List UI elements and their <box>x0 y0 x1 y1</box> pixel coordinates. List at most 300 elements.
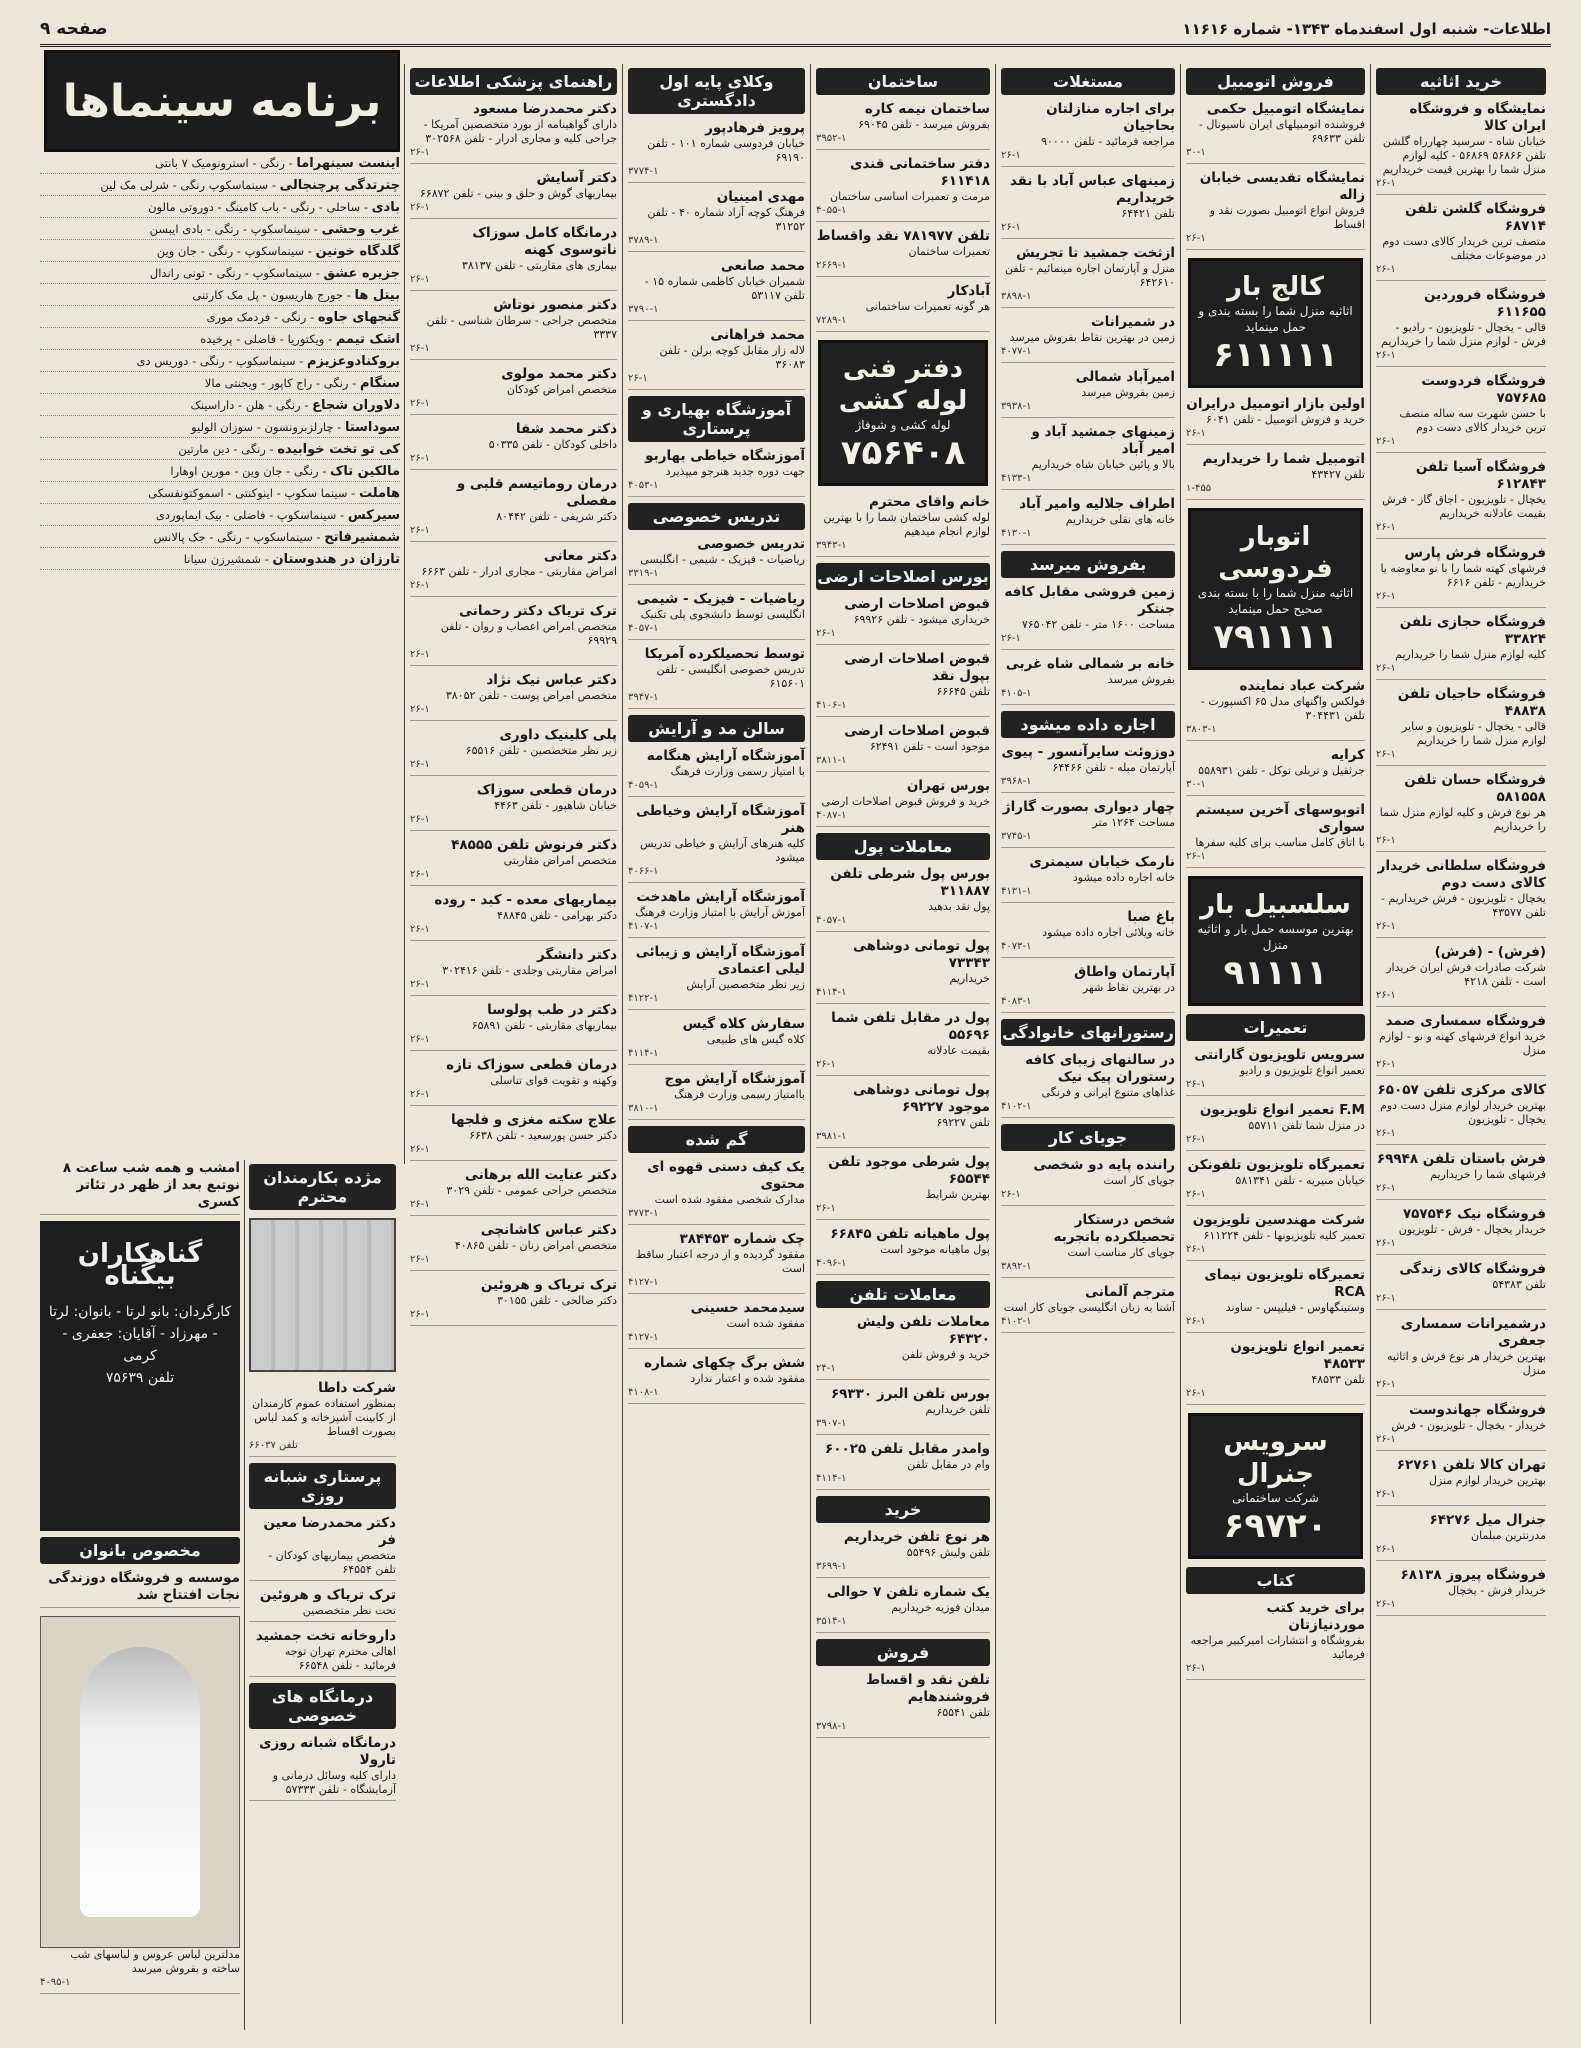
film-title: مالکین تاک <box>330 464 400 479</box>
ad-heading: هر نوع تلفن خریداریم <box>843 1529 990 1545</box>
ad-text: مساحت ۱۲۶۴ متر <box>1092 816 1175 829</box>
section-header: آموزشگاه بهیاری و پرستاری <box>628 396 805 442</box>
ad-reference: ۲۶-۱ <box>1186 851 1206 862</box>
bride-figure <box>80 1647 200 1917</box>
classified-ad <box>1376 101 1546 195</box>
ad-text: جویای کار است <box>1103 1174 1175 1187</box>
classified-ad <box>628 189 805 252</box>
ad-text: میدان فوزیه خریداریم <box>891 1601 990 1614</box>
ad-text: زیر نظر متخصصین - تلفن ۶۵۵۱۶ <box>465 744 617 757</box>
ad-heading: فروشگاه حسان تلفن ۵۸۱۵۵۸ <box>1404 772 1546 805</box>
column-header: راهنمای پزشکی اطلاعات <box>410 68 617 95</box>
ad-text: یخچال - تلویزیون - اجاق گاز - فرش بقیمت عادلانه خریداریم <box>1382 493 1546 520</box>
ad-text: تلفن ۶۵۵۴۱ <box>936 1706 990 1719</box>
ad-reference: ۲۶-۱ <box>1376 990 1396 1001</box>
ad-text: منزل و آپارتمان اجاره مینمائیم - تلفن ۶۴۲۶۱۰ <box>1004 262 1175 289</box>
classified-ad <box>410 1222 617 1271</box>
ad-reference: ۲۶-۱ <box>1001 222 1021 233</box>
boxed-ad-big: اتوبار فردوسی <box>1218 522 1333 584</box>
ad-heading: زمین فروشی مقابل کافه جنتکر <box>1004 584 1175 617</box>
ad-reference: ۳۰-۱ <box>1186 147 1206 158</box>
ad-heading: محمد فراهانی <box>710 327 805 343</box>
film-title: تارزان در هندوستان <box>272 552 400 567</box>
classified-ad <box>628 1016 805 1065</box>
ad-reference: ۲۶-۱ <box>410 979 430 990</box>
ad-text: متخصص جراحی عمومی - تلفن ۳۰۲۹ <box>446 1184 617 1197</box>
ad-heading: پول شرطی موجود تلفن ۶۵۵۴۴ <box>828 1154 990 1187</box>
ad-reference: ۲۶-۱ <box>1376 1544 1396 1555</box>
classified-ad <box>1001 1284 1175 1333</box>
ad-reference: ۲۴-۱ <box>816 1363 836 1374</box>
ad-reference: ۴۱۳۳-۱ <box>1001 473 1032 484</box>
classified-ad <box>628 748 805 797</box>
classified-ad <box>1186 451 1365 500</box>
ad-text: خریدار فرش - یخچال <box>1448 1584 1546 1597</box>
cinema-entry <box>40 420 400 438</box>
separator: - <box>336 508 348 522</box>
ad-heading: امیرآباد شمالی <box>1075 369 1175 385</box>
separator: - <box>312 266 324 280</box>
classified-ad <box>410 101 617 164</box>
film-details: جورج هاریسون - پل مک کارتنی <box>192 288 343 302</box>
ad-text: بفروش میرسد <box>1107 673 1175 686</box>
column-header: فروش اتومبیل <box>1186 68 1365 95</box>
classified-ad <box>1376 545 1546 608</box>
ad-reference: ۲۶-۱ <box>1376 749 1396 760</box>
ad-heading: ریاضیات - فیزیک - شیمی <box>636 591 805 607</box>
film-details: رنگی - راج کاپور - ویجنتی مالا <box>204 376 349 390</box>
ad-heading: دفتر ساختمانی قندی ۶۱۱۴۱۸ <box>849 156 990 189</box>
classified-ad <box>1376 614 1546 680</box>
classified-ad <box>1001 1052 1175 1118</box>
ad-heading: فروشگاه جهاندوست <box>1408 1402 1546 1418</box>
ad-text: آشنا به زبان انگلیسی جویای کار است <box>1003 1301 1175 1314</box>
section-header: تعمیرات <box>1186 1014 1365 1041</box>
ad-reference: ۲۶-۱ <box>1186 1316 1206 1327</box>
film-title: سنگام <box>359 376 400 391</box>
ad-heading: پول تومانی دوشاهی موجود ۶۹۲۲۷ <box>852 1082 990 1115</box>
separator: - <box>261 552 273 566</box>
ad-heading: تعمیرگاه تلویزیون تلفونکن <box>1187 1157 1365 1173</box>
theater-notice: امشب و همه شب ساعت ۸ نوتبع بعد از ظهر در تئاتر کسری <box>40 1160 240 1215</box>
column-6 <box>404 64 622 1320</box>
ad-text: خرید انواع فرشهای کهنه و نو - لوازم منزل <box>1379 1030 1546 1057</box>
ad-heading: F.M تعمیر انواع تلویزیون <box>1199 1102 1365 1118</box>
ad-reference: ۲۶-۱ <box>410 759 430 770</box>
film-title: جزیره عشق <box>323 266 400 281</box>
section-header: جویای کار <box>1001 1124 1175 1151</box>
film-details: سینما سکوپ - اینوکنتی - اسموکتونفسکی <box>148 486 348 500</box>
classified-ad <box>1186 1339 1365 1405</box>
classified-ad <box>1186 802 1365 868</box>
ad-reference: ۲۶-۱ <box>410 704 430 715</box>
ad-heading: سرویس تلویزیون گارانتی <box>1194 1047 1365 1063</box>
ad-heading: چک شماره ۳۸۴۴۵۳ <box>679 1231 805 1247</box>
classified-ad <box>1186 396 1365 445</box>
kitchen-cabinet-illustration <box>249 1218 396 1372</box>
ad-text: خانه های نقلی خریداریم <box>1065 513 1175 526</box>
column-1 <box>1370 64 1551 2024</box>
classified-ad <box>1376 944 1546 1007</box>
ad-heading: مترجم آلمانی <box>1085 1284 1175 1300</box>
classified-ad <box>628 803 805 883</box>
ad-text: پول نقد بدهید <box>928 900 990 913</box>
classified-ad <box>410 225 617 291</box>
ad-heading: دکتر عنایت الله برهانی <box>465 1167 617 1183</box>
ad-heading: دوزوئت سایرآنسور - پیوی <box>1001 744 1175 760</box>
classified-ad <box>1001 314 1175 363</box>
separator: - <box>318 464 331 478</box>
film-title: بادی <box>371 200 400 215</box>
classified-ad <box>628 536 805 585</box>
ad-reference: ۲۶-۱ <box>410 580 430 591</box>
classified-ad <box>1001 101 1175 167</box>
ad-heading: فروشگاه آسیا تلفن ۶۱۲۸۴۳ <box>1415 459 1546 492</box>
classified-ad <box>628 646 805 709</box>
ad-reference: ۳۸۹۸-۱ <box>1001 291 1032 302</box>
ad-heading: فروشگاه سمساری صمد <box>1385 1013 1546 1029</box>
ad-text: تعمیر انواع تلویزیون و رادیو <box>1239 1064 1365 1077</box>
ad-text: فروش انواع اتومبیل بصورت نقد و اقساط <box>1209 204 1365 231</box>
separator: - <box>348 376 360 390</box>
classified-ad <box>1001 369 1175 418</box>
film-details: رنگی - دین مارتین <box>178 442 266 456</box>
ad-heading: برای خرید کتب موردنیازتان <box>1266 1600 1365 1633</box>
ad-heading: شرکت مهندسین تلویزیون <box>1192 1212 1365 1228</box>
classified-ad <box>1186 1102 1365 1151</box>
ad-text: زمین در بهترین نقاط بفروش میرسد <box>1009 331 1175 344</box>
cinema-entry <box>40 398 400 416</box>
ad-text: خرید و فروش تلفن <box>901 1348 990 1361</box>
ad-reference: ۴۱۰۲-۱ <box>1001 1101 1032 1112</box>
classified-ad <box>816 494 990 557</box>
ad-reference: ۲۶-۱ <box>1001 1189 1021 1200</box>
classified-ad <box>816 866 990 932</box>
ad-reference: ۲۶-۱ <box>410 147 430 158</box>
classified-ad <box>1376 1316 1546 1396</box>
classified-ad <box>816 228 990 277</box>
classified-ad <box>816 283 990 332</box>
classified-ad <box>1186 1267 1365 1333</box>
separator: - <box>304 244 316 258</box>
ad-heading: قبوض اصلاحات ارضی <box>844 723 990 739</box>
ad-text: جهت دوره جدید هنرجو میپذیرد <box>665 465 805 478</box>
ad-reference: ۳۷۸۹-۱ <box>628 235 659 246</box>
classified-ad <box>816 1529 990 1578</box>
ad-heading: آبادکار <box>947 283 990 299</box>
ad-heading: یک کیف دستی قهوه ای محتوی <box>647 1159 805 1192</box>
classified-ad <box>410 548 617 597</box>
ad-heading: بورس پول شرطی تلفن ۳۱۱۸۸۷ <box>830 866 990 899</box>
ad-text: با اتاق کامل مناسب برای کلیه سفرها <box>1195 836 1365 849</box>
classified-ad <box>628 448 805 497</box>
cinema-entry <box>40 486 400 504</box>
separator: - <box>295 354 307 368</box>
cinema-entry <box>40 552 400 570</box>
classified-ad <box>816 596 990 645</box>
ad-heading: دکتر منصور نوتاش <box>493 297 617 313</box>
ad-heading: (فرش) - (فرش) <box>1434 944 1546 960</box>
ad-heading: محمد صانعی <box>720 258 805 274</box>
classified-ad <box>410 1057 617 1106</box>
ad-heading: باغ صبا <box>1127 909 1175 925</box>
ad-text: خیابان شاهپور - تلفن ۴۴۶۳ <box>494 799 617 812</box>
ad-reference: ۴۰۵۹-۱ <box>628 780 659 791</box>
classified-ad <box>816 723 990 772</box>
cinema-entry <box>40 530 400 548</box>
dress-ad: مدلترین لباس عروس و لباسهای شب ساخته و بفروش میرسد ۴۰۹۵-۱ <box>40 1948 240 1994</box>
separator: - <box>333 420 345 434</box>
ad-reference: ۳۸۱۰-۱ <box>628 1103 659 1114</box>
classified-ad <box>1001 424 1175 490</box>
boxed-ad <box>1188 258 1363 388</box>
ad-text: وستینگهاوس - فیلیپس - ساوند <box>1225 1301 1365 1314</box>
ad-reference: ۳۵۱۴-۱ <box>816 1616 847 1627</box>
ad-text: در بهترین نقاط شهر <box>1082 981 1175 994</box>
ad-reference: ۴۱۱۴-۱ <box>816 987 847 998</box>
ad-text: مفقود گردیده و از درجه اعتبار ساقط است <box>635 1248 805 1275</box>
classified-ad <box>1001 245 1175 308</box>
film-title: چترتدگی پرچنجالی <box>279 178 400 193</box>
ad-reference: ۲۶-۱ <box>1186 1663 1206 1674</box>
ad-text: کلیه لوازم منزل شما را خریداریم <box>1395 648 1546 661</box>
film-title: بیتل ها <box>354 288 400 303</box>
classified-ad <box>1376 287 1546 367</box>
ad-text: ریاضیات - فیزیک - شیمی - انگلیسی <box>640 553 805 566</box>
ad-heading: دکتر آسایش <box>536 170 617 186</box>
film-title: سوداستا <box>344 420 400 435</box>
ad-text: خانه ویلائی اجاره داده میشود <box>1042 926 1175 939</box>
ad-text: مدرنترین مبلمان <box>1470 1529 1546 1542</box>
cinema-entry <box>40 288 400 306</box>
ad-text: بهترین خریدار لوازم منزل دست دوم یخچال - تلویزیون <box>1380 1099 1546 1126</box>
ad-reference: ۲۶-۱ <box>410 1309 430 1320</box>
ad-text: داخلی کودکان - تلفن ۵۰۳۳۵ <box>488 438 617 451</box>
ad-reference: ۲۶-۱ <box>410 869 430 880</box>
ad-reference: ۲۶-۱ <box>410 202 430 213</box>
ad-reference: ۲۶-۱ <box>1376 663 1396 674</box>
ad-text: تلفن ۶۶۶۴۵ <box>936 685 990 698</box>
ad-heading: فروشگاه حجازی تلفن ۳۳۸۲۴ <box>1399 614 1546 647</box>
column-5 <box>622 64 810 2024</box>
ad-heading: پلی کلینیک داوری <box>499 727 617 743</box>
classified-ad <box>410 366 617 415</box>
ad-heading: تعمیرگاه تلویزیون نیمای RCA <box>1204 1267 1365 1300</box>
classified-ad <box>1376 1082 1546 1145</box>
ad-reference: ۲۶-۱ <box>410 1089 430 1100</box>
section-header: فروش <box>816 1639 990 1666</box>
boxed-ad-phone: ۷۹۱۱۱۱ <box>1213 617 1338 657</box>
ad-reference: ۲۶-۱ <box>1186 1244 1206 1255</box>
ad-text: بقیمت عادلانه <box>927 1044 990 1057</box>
ad-text: خیابان شاه - سرسید چهارراه گلشن تلفن ۵۶۸۶۶ ۵۶۸۶۹ - کلیه لوازم منزل شما را بهترین قیمت خریداریم <box>1382 135 1546 176</box>
ad-text: هر نوع فرش و کلیه لوازم منزل شما را خریداریم <box>1379 806 1546 833</box>
column-3 <box>995 64 1180 2024</box>
column-4 <box>810 64 995 2024</box>
separator: - <box>360 200 372 214</box>
classified-ad <box>1001 1157 1175 1206</box>
classified-ad <box>1001 584 1175 650</box>
ad-text: با حسن شهرت سه ساله منصف ترین خریدار کالای دست دوم <box>1399 407 1546 434</box>
film-title: اینست سینهراما <box>296 156 400 171</box>
ad-reference: ۴۱۱۴-۱ <box>816 1473 847 1484</box>
boxed-ad <box>1188 508 1363 670</box>
nursing-header: پرستاری شبانه روزی <box>249 1463 396 1509</box>
ad-reference: ۲۶-۱ <box>410 398 430 409</box>
boxed-ad-big: سرویس جنرال <box>1223 1427 1328 1489</box>
ad-text: فرهنگ کوچه آزاد شماره ۴۰ - تلفن ۳۱۲۵۲ <box>647 206 805 233</box>
classified-ad <box>816 1082 990 1148</box>
ad-text: آموزش آرایش با امتیاز وزارت فرهنگ <box>635 906 805 919</box>
ad-reference: ۲۶-۱ <box>1376 178 1396 189</box>
classified-ad <box>410 727 617 776</box>
ad-reference: ۲۶-۱ <box>1376 1293 1396 1304</box>
film-details: شمشیرزن سیانا <box>183 552 262 566</box>
ad-heading: شرکت عباد نماینده <box>1239 678 1365 694</box>
ad-text: خیابان فردوسی شماره ۱۰۱ - تلفن ۶۹۱۹۰ <box>647 137 805 164</box>
ad-reference: ۲۶-۱ <box>1376 1489 1396 1500</box>
classified-ad <box>628 944 805 1010</box>
ad-reference: ۳۹۳۸-۱ <box>1001 401 1032 412</box>
classified-ad <box>410 603 617 666</box>
ad-text: مدارک شخصی مفقود شده است <box>654 1193 805 1206</box>
classified-ad <box>816 1010 990 1076</box>
classified-ad <box>410 297 617 360</box>
ad-text: متخصص امراض پوست - تلفن ۳۸۰۵۲ <box>445 689 617 702</box>
classified-ad <box>1376 1206 1546 1255</box>
ad-heading: فروشگاه کالای زندگی <box>1399 1261 1546 1277</box>
column-header: مستغلات <box>1001 68 1175 95</box>
ad-reference: ۲۶-۱ <box>1376 1238 1396 1249</box>
classified-ad <box>1186 747 1365 796</box>
paper-info: اطلاعات- شنبه اول اسفندماه ۱۳۴۳- شماره ۱۱۶۱۶ <box>1182 20 1551 38</box>
ad-text: بیماریهای مقاربتی - تلفن ۶۵۸۹۱ <box>471 1019 617 1032</box>
ad-reference: ۲۶-۱ <box>410 453 430 464</box>
good-news-header: مژده بکارمندان محترم <box>249 1164 396 1210</box>
ad-reference: ۳۶۹۹-۱ <box>816 1561 847 1572</box>
ad-reference: ۲۶-۱ <box>410 1199 430 1210</box>
boxed-ad <box>1188 1413 1363 1559</box>
ad-text: جرثقیل و تریلی توکل - تلفن ۵۵۸۹۳۱ <box>1198 764 1365 777</box>
ad-heading: دکتر محمد شفا <box>515 421 617 437</box>
boxed-ad-big: سلسبیل بار <box>1200 890 1351 920</box>
section-header: کتاب <box>1186 1567 1365 1594</box>
separator: - <box>306 310 318 324</box>
ad-text: دکتر شریفی - تلفن ۸۰۴۴۲ <box>496 510 617 523</box>
classified-ad <box>816 778 990 827</box>
ad-text: خیابان منیریه - تلفن ۵۸۱۳۴۱ <box>1235 1174 1365 1187</box>
classified-ad <box>410 170 617 219</box>
ad-text: مراجعه فرمائید - تلفن ۹۰۰۰۰ <box>1041 135 1175 148</box>
ad-reference: ۲۶-۱ <box>1186 1134 1206 1145</box>
cinema-entry <box>40 222 400 240</box>
ad-text: امراض مقاربتی - مجاری ادرار - تلفن ۶۶۶۳ <box>421 565 617 578</box>
classified-ad <box>1186 1600 1365 1680</box>
cinema-entry <box>40 200 400 218</box>
ad-reference: ۳۹۴۳-۱ <box>816 540 847 551</box>
ad-heading: تعمیر انواع تلویزیون ۴۸۵۳۳ <box>1230 1339 1365 1372</box>
classified-ad <box>816 1314 990 1380</box>
ad-text: یخچال - تلویزیون - فرش خریداریم - تلفن ۴۳۵۷۷ <box>1380 892 1546 919</box>
ad-reference: ۴۱۳۰-۱ <box>1001 528 1032 539</box>
ad-heading: کالای مرکزی تلفن ۶۵۰۵۷ <box>1377 1082 1546 1098</box>
classified-ad <box>1376 858 1546 938</box>
cinema-listings <box>40 156 400 1156</box>
ad-reference: ۴۰۸۳-۱ <box>1001 996 1032 1007</box>
cinema-entry <box>40 464 400 482</box>
classified-ad <box>1376 1402 1546 1451</box>
boxed-ad-phone: ۷۵۶۴۰۸ <box>840 433 966 473</box>
ad-reference: ۳۹۶۸-۱ <box>1001 776 1032 787</box>
ad-text: مفقود شده است <box>726 1317 805 1330</box>
ad-text: شمیران خیابان کاظمی شماره ۱۵ - تلفن ۵۳۱۱۷ <box>644 275 805 302</box>
ad-text: دکتر بهرامی - تلفن ۴۸۸۴۵ <box>497 909 617 922</box>
ad-text: باامتیاز رسمی وزارت فرهنگ <box>674 1088 805 1101</box>
ad-reference: ۲۶-۱ <box>1186 1079 1206 1090</box>
ad-text: بیماری های مقاربتی - تلفن ۳۸۱۳۷ <box>461 259 617 272</box>
ad-text: دارای گواهینامه از بورد متخصصین آمریکا - جراحی کلیه و مجاری ادرار - تلفن ۳۰۲۵۶۸ <box>423 118 617 145</box>
classified-ad <box>628 591 805 640</box>
classified-ad <box>1001 744 1175 793</box>
ad-text: لوله کشی ساختمان شما را با بهترین لوازم انجام میدهیم <box>823 511 990 538</box>
ad-text: قالی - یخچال - تلویزیون - رادیو - فرش - لوازم منزل شما را خریداریم <box>1381 321 1546 348</box>
separator: - <box>324 332 336 346</box>
classified-ad <box>1001 1212 1175 1278</box>
classified-ad <box>816 651 990 717</box>
film-title: گلدگاه خونین <box>315 244 400 259</box>
ad-reference: ۳۸۹۲-۱ <box>1001 1261 1032 1272</box>
ad-reference: ۴۰۵۳-۱ <box>628 480 659 491</box>
bride-illustration <box>40 1616 240 1948</box>
boxed-ad-small: اثاثیه منزل شما را بسته بندی و حمل مینماید <box>1198 304 1353 334</box>
ad-reference: ۴۰۷۳-۱ <box>1001 941 1032 952</box>
section-header: بفروش میرسد <box>1001 551 1175 578</box>
ad-heading: فروشگاه فردوست ۷۵۷۶۸۵ <box>1421 373 1546 406</box>
ad-heading: تلفن نقد و اقساط فروشندهایم <box>866 1672 990 1705</box>
ad-reference: ۴۰۵۵-۱ <box>816 205 847 216</box>
boxed-ad-small: بهترین موسسه حمل بار و اثاثیه منزل <box>1197 922 1354 952</box>
classified-ad <box>410 837 617 886</box>
ad-text: بالا و پائین خیابان شاه خریداریم <box>1031 458 1175 471</box>
ad-heading: آموزشگاه آرایش وخیاطی هنر <box>635 803 805 836</box>
ad-text: تلفن خریداریم <box>925 1403 990 1416</box>
classified-ad <box>1001 496 1175 545</box>
ad-text: فرشهای کهنه شما را با نو معاوضه یا خریداریم - تلفن ۶۶۱۶ <box>1380 562 1546 589</box>
ad-heading: دکتر معانی <box>543 548 617 564</box>
ad-heading: کرایه <box>1330 747 1365 763</box>
ad-heading: درمان قطعی سوزاک تازه <box>446 1057 617 1073</box>
ad-heading: تدریس خصوصی <box>697 536 805 552</box>
ad-heading: جنرال میل ۶۴۲۷۶ <box>1429 1512 1546 1528</box>
ad-text: تلفن ولیش ۵۵۴۹۶ <box>906 1546 990 1559</box>
ad-reference: ۳۸۰۳-۱ <box>1186 724 1217 735</box>
classified-ad <box>1376 1567 1546 1616</box>
ad-text: مفقود شده و اعتبار ندارد <box>690 1372 805 1385</box>
cinema-entry <box>40 376 400 394</box>
film-details: سینماسکوپ - رنگی - بادی ایبسن <box>149 222 311 236</box>
ad-heading: درمانگاه کامل سوزاک ناتوسوی کهنه <box>472 225 617 258</box>
ad-text: تلفن ۵۴۳۸۳ <box>1492 1278 1546 1291</box>
ad-reference: ۲۶-۱ <box>816 1059 836 1070</box>
ad-text: فرشهای شما را خریداریم <box>1430 1168 1546 1181</box>
ad-reference: ۴۱۲۷-۱ <box>628 1277 659 1288</box>
ad-reference: ۴۱۲۲-۱ <box>628 993 659 1004</box>
ad-text: بفروشگاه و انتشارات امیرکبیر مراجعه فرمائید <box>1190 1634 1365 1661</box>
classified-ad <box>1001 799 1175 848</box>
ad-reference: ۳۹۰۷-۱ <box>816 1418 847 1429</box>
ad-heading: آموزشگاه آرایش ماهدخت <box>636 889 805 905</box>
classified-ad <box>1376 772 1546 852</box>
